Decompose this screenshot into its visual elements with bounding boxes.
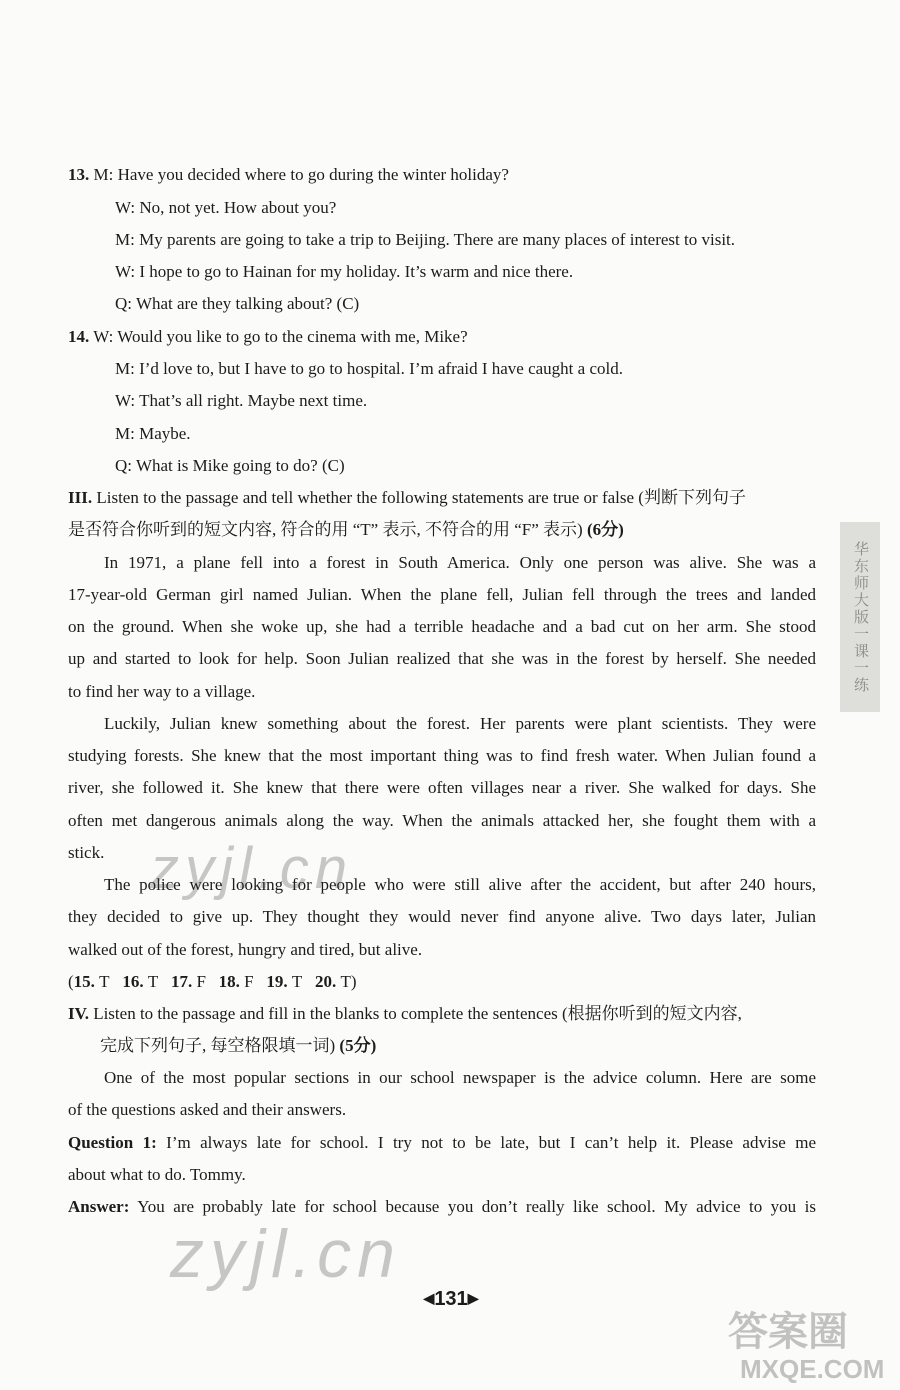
passage-line: The police were looking for people who were still alive after the accident, but after 240 hours, — [104, 875, 816, 894]
q14-line-q: Q: What is Mike going to do? (C) — [115, 456, 345, 475]
passage-line: on the ground. When she woke up, she had a terrible headache and a bad cut on her arm. She stood — [68, 617, 816, 636]
passage-line: studying forests. She knew that the most important thing was to find fresh water. When Julian found a — [68, 746, 816, 765]
q13-line-w2: W: I hope to go to Hainan for my holiday. It’s warm and nice there. — [115, 262, 574, 281]
q13-line-w1: W: No, not yet. How about you? — [115, 198, 337, 217]
q14-line-w2: W: That’s all right. Maybe next time. — [115, 391, 368, 410]
q13-line-q: Q: What are they talking about? (C) — [115, 294, 360, 313]
site-logo — [720, 1300, 895, 1385]
watermark: zyjl.cn — [150, 836, 354, 901]
triangle-right-icon: ▶ — [467, 1290, 479, 1306]
passage-line: In 1971, a plane fell into a forest in South America. Only one person was alive. She was a — [104, 553, 816, 572]
q13-line-m2: M: My parents are going to take a trip to Beijing. There are many places of interest to visit. — [115, 230, 736, 249]
question-label: Question 1: — [68, 1133, 157, 1152]
q14-line-m1: M: I’d love to, but I have to go to hospital. I’m afraid I have caught a cold. — [115, 359, 623, 378]
section-4-title: IV. Listen to the passage and fill in the blanks to complete the sentences (根据你听到的短文内容, — [68, 1004, 742, 1023]
passage-line: river, she followed it. She knew that there were often villages near a river. She walked for days. She — [68, 778, 816, 797]
page-number: ◀131▶ — [423, 1288, 479, 1310]
section-score: (5分) — [339, 1036, 377, 1055]
logo-text-top: 答案圈 — [728, 1309, 848, 1355]
section-number: III. — [68, 488, 93, 507]
q14-line-m2: M: Maybe. — [115, 424, 191, 443]
logo-text-bottom: MXQE.COM — [740, 1354, 885, 1384]
section-score: (6分) — [586, 520, 624, 539]
side-tab: 华东师大版一课一练 — [840, 522, 880, 712]
question-1-line: Question 1: I’m always late for school. I try not to be late, but I can’t help it. Please advise me — [68, 1133, 816, 1152]
watermark: zyjl.cn — [170, 1216, 401, 1292]
passage-line: walked out of the forest, hungry and tired, but alive. — [68, 940, 423, 959]
answer-key: (15. T 16. T 17. F 18. F 19. T 20. T) — [68, 972, 357, 991]
passage-line: stick. — [68, 843, 105, 862]
q14-line-w1: 14. W: Would you like to go to the cinema with me, Mike? — [68, 327, 468, 346]
q13-line-m1: 13. M: Have you decided where to go during the winter holiday? — [68, 165, 509, 184]
answer-line: Answer: You are probably late for school because you don’t really like school. My advice to you is — [68, 1197, 816, 1216]
passage-line: they decided to give up. They thought they would never find anyone alive. Two days later, Julian — [68, 907, 816, 926]
section-number: IV. — [68, 1004, 89, 1023]
passage-line: Luckily, Julian knew something about the forest. Her parents were plant scientists. They were — [104, 714, 816, 733]
passage-line: 17-year-old German girl named Julian. When the plane fell, Julian fell through the trees and landed — [68, 585, 816, 604]
section-3-title: III. Listen to the passage and tell whether the following statements are true or false (判断下列句子 — [68, 488, 746, 507]
question-number: 14. — [68, 327, 90, 346]
question-number: 13. — [68, 165, 90, 184]
section-4-title-cont: 完成下列句子, 每空格限填一词) (5分) — [100, 1036, 377, 1055]
passage-line: of the questions asked and their answers. — [68, 1100, 347, 1119]
passage-line: to find her way to a village. — [68, 682, 256, 701]
passage-line: often met dangerous animals along the way. When the animals attacked her, she fought them with a — [68, 811, 816, 830]
answer-label: Answer: — [68, 1197, 130, 1216]
passage-line: One of the most popular sections in our school newspaper is the advice column. Here are some — [104, 1068, 816, 1087]
passage-line: up and started to look for help. Soon Julian realized that she was in the forest by herself. She needed — [68, 649, 816, 668]
section-3-title-cont: 是否符合你听到的短文内容, 符合的用 “T” 表示, 不符合的用 “F” 表示) (6分) — [68, 520, 624, 539]
question-1-line-cont: about what to do. Tommy. — [68, 1165, 246, 1184]
triangle-left-icon: ◀ — [423, 1290, 435, 1306]
